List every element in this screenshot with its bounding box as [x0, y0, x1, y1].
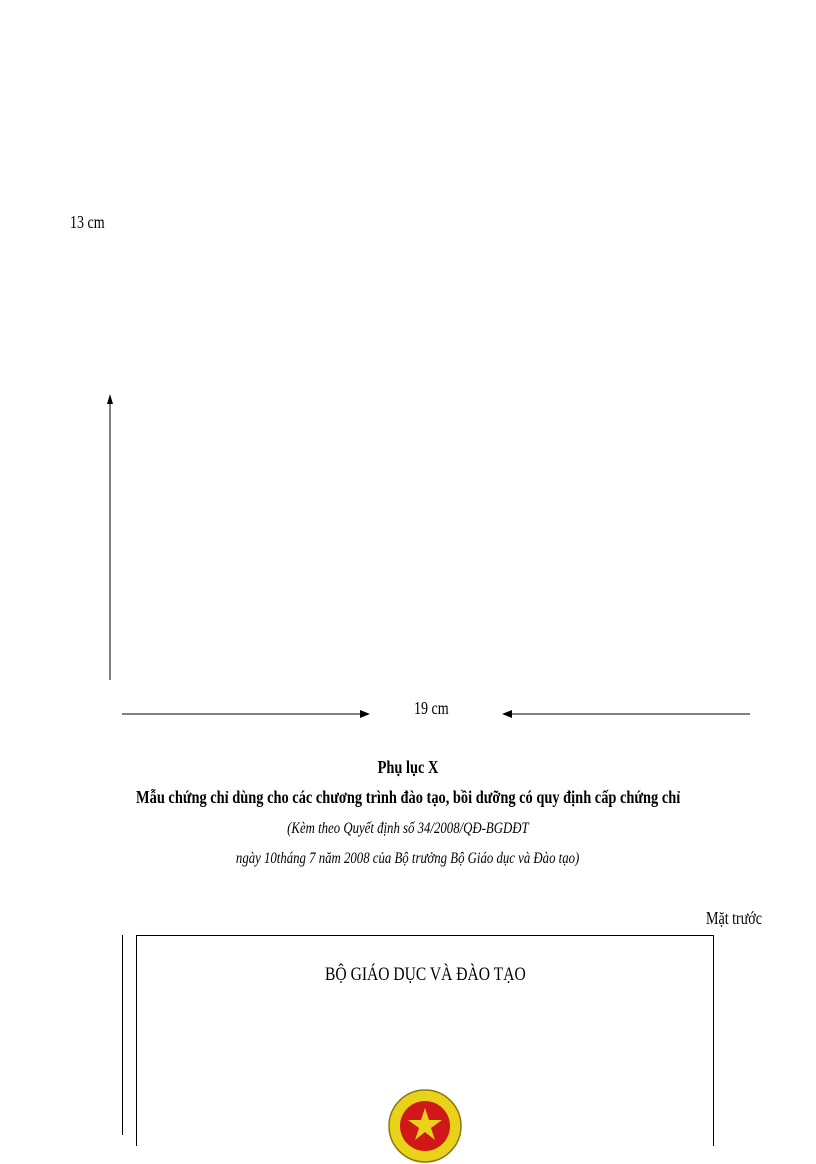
decision-reference [0, 820, 816, 838]
appendix-title [0, 757, 816, 778]
certificate-outer-border [122, 935, 123, 1135]
ministry-name-text: BỘ GIÁO DỤC VÀ ĐÀO TẠO [324, 964, 526, 985]
vertical-dimension-arrow [100, 392, 120, 682]
decision-date [0, 850, 816, 868]
appendix-subtitle-text: Mẫu chứng chỉ dùng cho các chương trình đào tạo, bồi dưỡng có quy định cấp chứng chỉ [135, 787, 681, 807]
certificate-side-label: Mặt trước [706, 908, 762, 928]
appendix-subtitle [0, 787, 816, 808]
national-emblem-icon [387, 1088, 463, 1164]
ministry-name [137, 964, 713, 986]
width-arrow-right-pointing [120, 704, 372, 724]
width-arrow-left-pointing [500, 704, 752, 724]
width-dimension-label: 19 cm [414, 698, 449, 718]
decision-date-text: ngày 10tháng 7 năm 2008 của Bộ trưởng Bộ Giáo dục và Đào tạo) [236, 850, 580, 867]
height-dimension-label: 13 cm [70, 212, 105, 232]
appendix-title-text: Phụ lục X [377, 757, 439, 777]
certificate-front-frame [136, 935, 714, 1146]
decision-reference-text: (Kèm theo Quyết định số 34/2008/QĐ-BGDĐT [287, 820, 529, 837]
